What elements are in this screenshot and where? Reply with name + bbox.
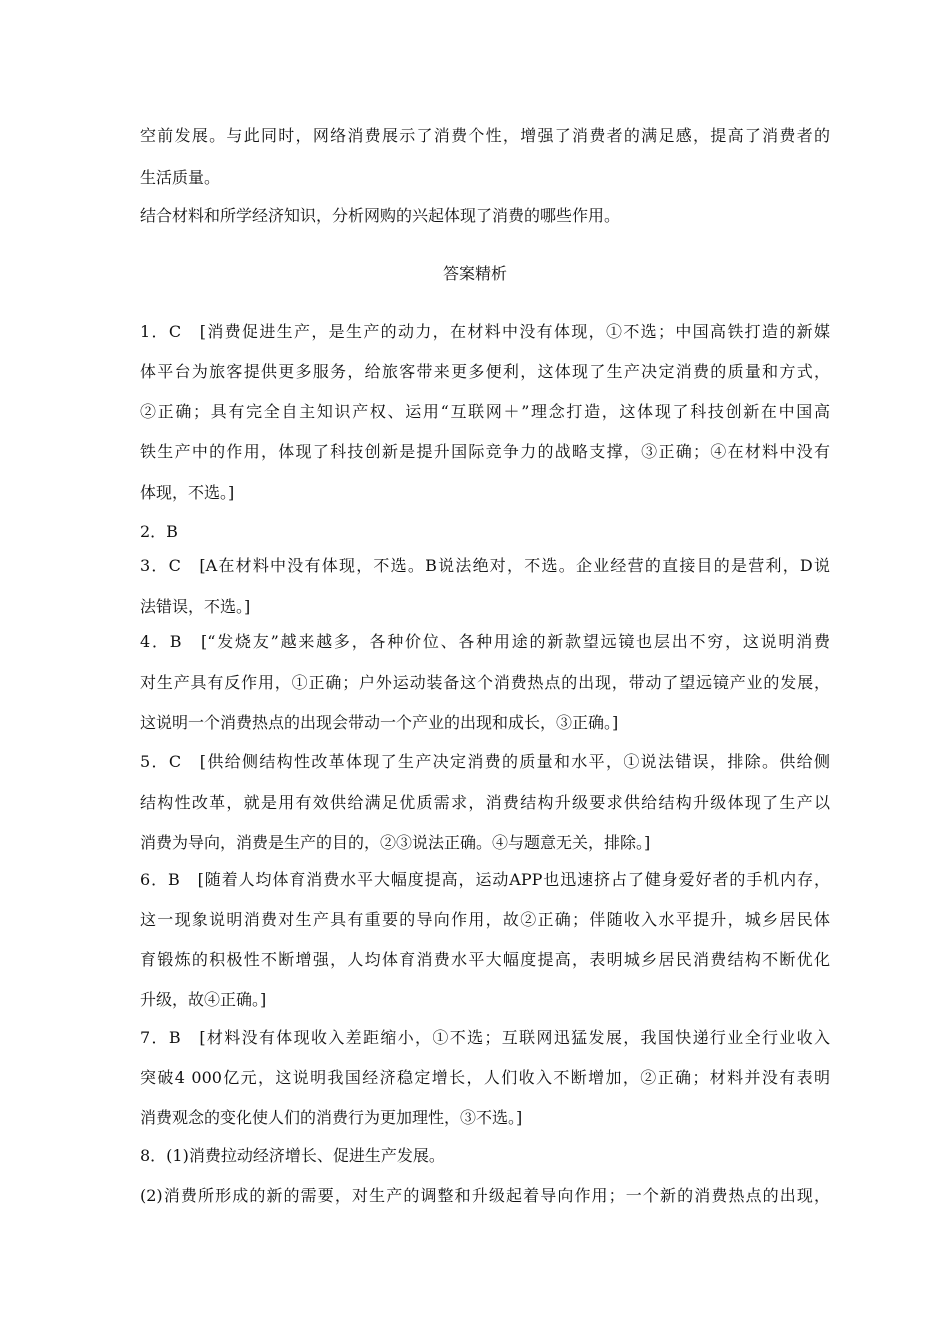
answer-line: 消费为导向，消费是生产的目的，②③说法正确。④与题意无关，排除。]: [140, 833, 651, 852]
answer-line: ②正确；具有完全自主知识产权、运用“互联网＋”理念打造，这体现了科技创新在中国高: [140, 402, 830, 421]
answer-line: 1．C [消费促进生产，是生产的动力，在材料中没有体现，①不选；中国高铁打造的新媒: [140, 322, 830, 341]
answer-line: 铁生产中的作用，体现了科技创新是提升国际竞争力的战略支撑，③正确；④在材料中没有: [140, 442, 830, 461]
answer-line: 育锻炼的积极性不断增强，人均体育消费水平大幅度提高，表明城乡居民消费结构不断优化: [140, 950, 830, 969]
section-title: 答案精析: [442, 264, 507, 283]
answer-line: 升级，故④正确。]: [140, 990, 267, 1009]
answer-line: 体现，不选。]: [140, 483, 235, 502]
answer-line: 突破4 000亿元，这说明我国经济稳定增长，人们收入不断增加，②正确；材料并没有表明: [140, 1068, 830, 1087]
answer-line: 7．B [材料没有体现收入差距缩小，①不选；互联网迅猛发展，我国快递行业全行业收入: [140, 1028, 830, 1047]
intro-question: 结合材料和所学经济知识，分析网购的兴起体现了消费的哪些作用。: [140, 206, 621, 225]
intro-line: 空前发展。与此同时，网络消费展示了消费个性，增强了消费者的满足感，提高了消费者的: [140, 126, 830, 145]
answer-line: 3．C [A在材料中没有体现，不选。B说法绝对，不选。企业经营的直接目的是营利，D说: [140, 556, 830, 575]
answer-line: 体平台为旅客提供更多服务，给旅客带来更多便利，这体现了生产决定消费的质量和方式，: [140, 362, 830, 381]
intro-line: 生活质量。: [140, 168, 221, 187]
answer-line: (2)消费所形成的新的需要，对生产的调整和升级起着导向作用；一个新的消费热点的出现，: [140, 1186, 830, 1205]
answer-line: 这说明一个消费热点的出现会带动一个产业的出现和成长，③正确。]: [140, 713, 619, 732]
answer-line: 结构性改革，就是用有效供给满足优质需求，消费结构升级要求供给结构升级体现了生产以: [140, 793, 830, 812]
answer-line: 5．C [供给侧结构性改革体现了生产决定消费的质量和水平，①说法错误，排除。供给侧: [140, 752, 830, 771]
answer-line: 8．(1)消费拉动经济增长、促进生产发展。: [140, 1146, 445, 1165]
answer-line: 这一现象说明消费对生产具有重要的导向作用，故②正确；伴随收入水平提升，城乡居民体: [140, 910, 830, 929]
answer-line: 6．B [随着人均体育消费水平大幅度提高，运动APP也迅速挤占了健身爱好者的手机内存，: [140, 870, 830, 889]
answer-line: 2．B: [140, 522, 178, 541]
answer-line: 对生产具有反作用，①正确；户外运动装备这个消费热点的出现，带动了望远镜产业的发展，: [140, 673, 830, 692]
answer-line: 法错误，不选。]: [140, 597, 251, 616]
answer-line: 消费观念的变化使人们的消费行为更加理性，③不选。]: [140, 1108, 523, 1127]
answer-line: 4．B [“发烧友”越来越多，各种价位、各种用途的新款望远镜也层出不穷，这说明消费: [140, 632, 830, 651]
